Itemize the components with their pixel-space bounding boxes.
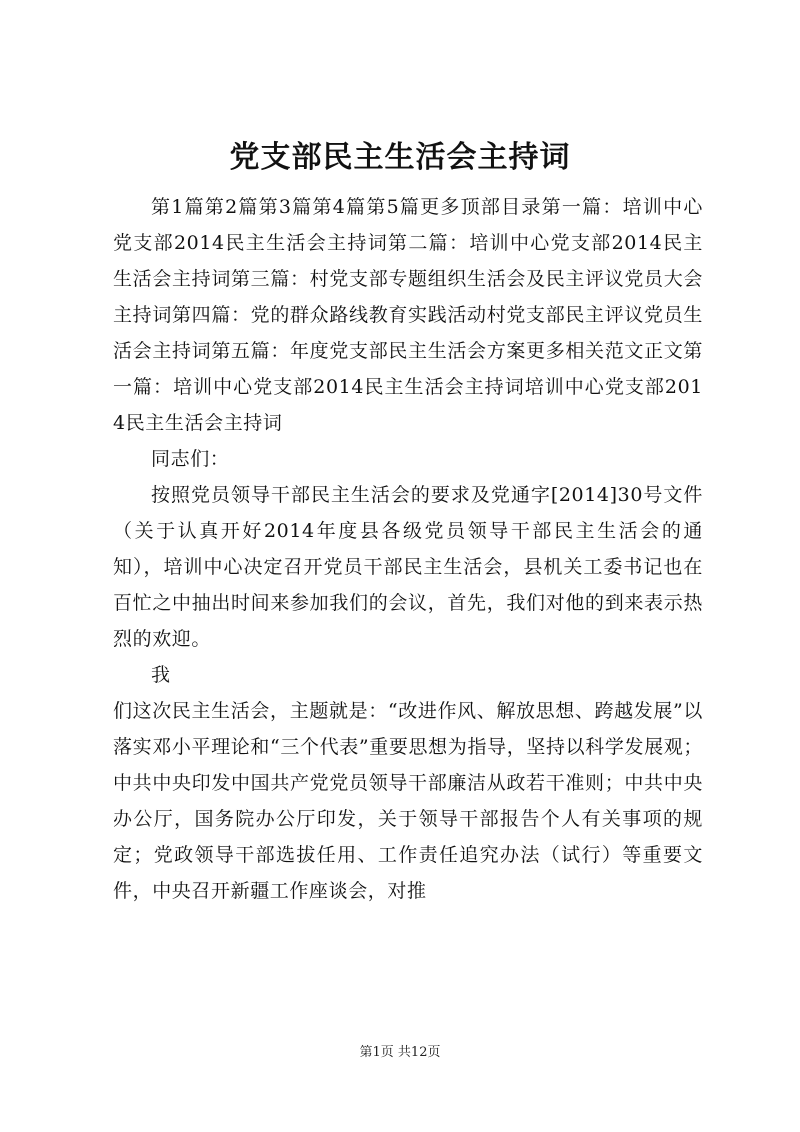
paragraph-intro: 按照党员领导干部民主生活会的要求及党通字[2014]30号文件（关于认真开好2014年度县各级党员领导干部民主生活会的通知），培训中心决定召开党员干部民主生活会，县机关工委书记也在百忙之中抽出时间来参加我们的会议，首先，我们对他的到来表示热烈的欢迎。	[113, 484, 703, 650]
paragraph-salutation: 同志们：	[151, 448, 230, 470]
paragraph-theme: 们这次民主生活会，主题就是：“改进作风、解放思想、跨越发展”以落实邓小平理论和“三个代表”重要思想为指导，坚持以科学发展观；中共中央印发中国共产党党员领导干部廉洁从政若干准则；中共中央办公厅，国务院办公厅印发，关于领导干部报告个人有关事项的规定；党政领导干部选拔任用、工作责任追究办法（试行）等重要文件，中央召开新疆工作座谈会，对推	[113, 700, 703, 902]
paragraph-contents: 第1篇第2篇第3篇第4篇第5篇更多顶部目录第一篇：培训中心党支部2014民主生活会主持词第二篇：培训中心党支部2014民主生活会主持词第三篇：村党支部专题组织生活会及民主评议党员大会主持词第四篇：党的群众路线教育实践活动村党支部民主评议党员生活会主持词第五篇：年度党支部民主生活会方案更多相关范文正文第一篇：培训中心党支部2014民主生活会主持词培训中心党支部2014民主生活会主持词	[113, 196, 703, 434]
document-body	[113, 189, 703, 909]
paragraph-fragment: 我	[151, 664, 171, 686]
document-title: 党支部民主生活会主持词	[229, 140, 571, 175]
page-number-footer: 第1页 共12页	[359, 1045, 441, 1060]
